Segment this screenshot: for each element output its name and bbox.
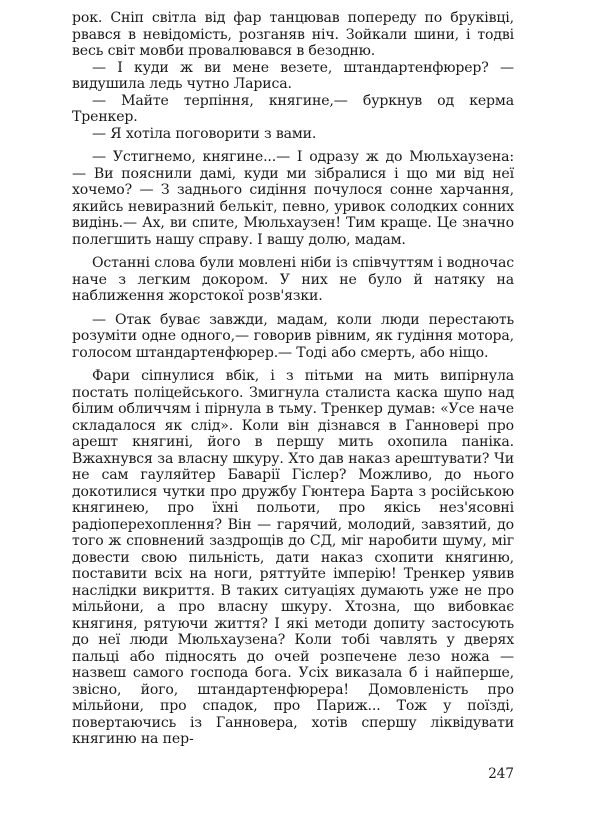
page-number: 247: [488, 766, 514, 782]
paragraph-dialogue-larisa-wish: — Я хотіла поговорити з вами.: [92, 125, 317, 142]
book-page-text: [72, 10, 514, 748]
paragraph-narration-trenker-thoughts: Фари сіпнулися вбік, і з пітьми на мить випірнула постать поліцейського. Змигнула сталиста каска шупо над білим обличчям і пірнула в тьму. Тренкер думав: «Усе наче складалося як слід». Коли він дізнався в Ганновері про арешт княгині, його в першу мить охопила паніка. Вжахнувся за власну шкуру. Хто дав наказ арештувати? Чи не сам гауляйтер Баварії Гіслер? Можливо, до нього докотилися чутки про дружбу Гюнтера Барта з російською княгинею, про їхні польоти, про якісь нез'ясовні радіоперехоплення? Він — гарячий, молодий, завзятий, до того ж сповнений заздрощів до СД, міг наробити шуму, міг довести свою пильність, дати наказ схопити княгиню, поставити всіх на ноги, ряттуйте імперію! Тренкер уявив наслідки викриття. В таких ситуаціях думають уже не про мільйони, а про власну шкуру. Хтозна, що вибовкає княгиня, рятуючи життя? І які методи допиту застосують до неї люди Мюльхаузена? Коли тобі чавлять у дверях пальці або підносять до очей розпечене лезо ножа — назвеш самого господа бога. Усіх виказала б і найперше, звісно, його, штандартенфюрера! Домовленість про мільйони, про спадок, про Париж... Тож у поїзді, повертаючись із Ганновера, хотів спершу ліквідувати княгиню на пер-: [72, 368, 514, 747]
paragraph-dialogue-misunderstanding: — Отак буває завжди, мадам, коли люди перестають розуміти одне одного,— говорив рівним, як гудіння мотора, голосом штандартенфюрер.— Тоді або смерть, або ніщо.: [72, 311, 514, 361]
paragraph-narration-sympathy: Останні слова були мовлені ніби із співчуттям і водночас наче з легким докором. У них не було й натяку на наближення жорстокої розв'язки.: [72, 255, 514, 304]
paragraph-continued-opening: рок. Сніп світла від фар танцював попереду по бруківці, рвався в невідомість, розганяв ніч. Зойкали шини, і тодві весь світ мовби провалювався в безодню.: [72, 10, 514, 59]
paragraph-dialogue-larisa-question: — І куди ж ви мене везете, штандартенфюрер? — видушила ледь чутно Лариса.: [72, 59, 514, 92]
paragraph-dialogue-muelhausen: — Устигнемо, княгине...— І одразу ж до Мюльхаузена: — Ви пояснили дамі, куди ми зібралися і що ми від неї хочемо? — З заднього сидіння почулося сонне харчання, якийсь невиразний белькіт, певно, уривок солодких сонних видінь.— Ах, ви спите, Мюльхаузен! Тим краще. Це значно полегшить нашу справу. І вашу долю, мадам.: [72, 149, 514, 248]
paragraph-dialogue-trenker-reply: — Майте терпіння, княгине,— буркнув од керма Тренкер.: [72, 92, 514, 125]
